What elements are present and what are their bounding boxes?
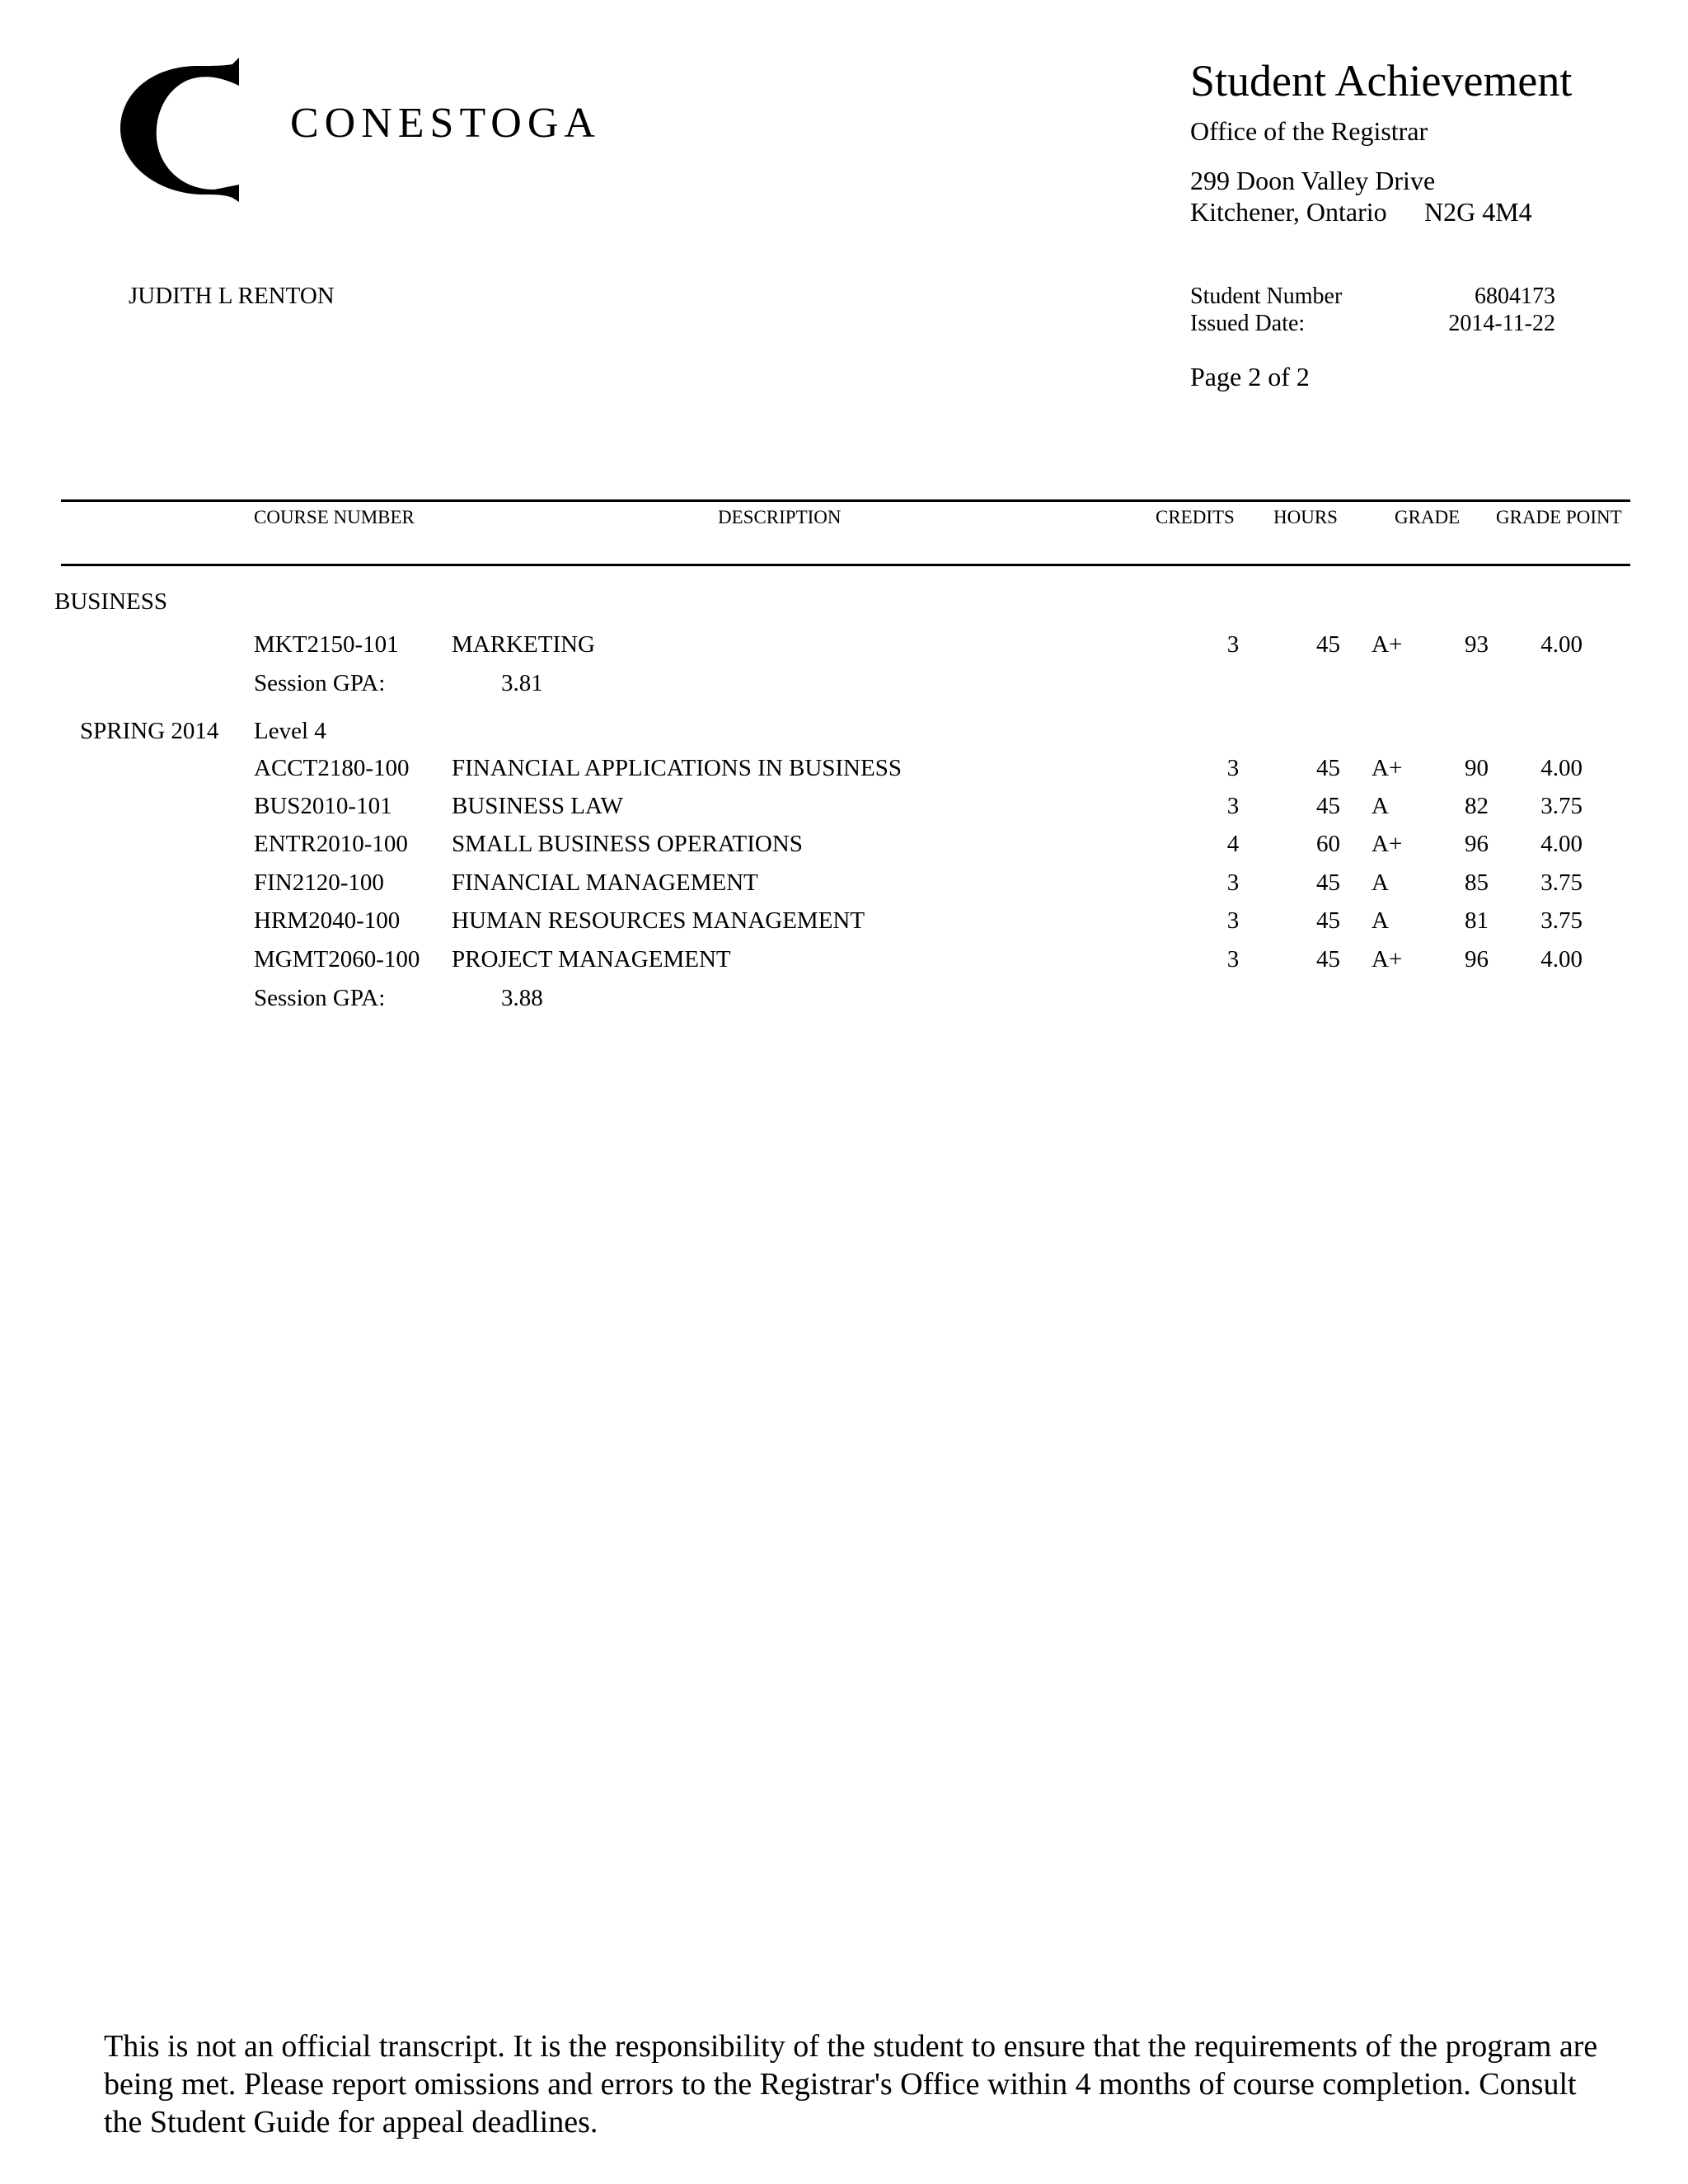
course-grade: A+ bbox=[1372, 755, 1403, 781]
column-header-grade: GRADE bbox=[1395, 507, 1461, 527]
course-hours: 45 bbox=[1316, 946, 1340, 972]
issued-date-label: Issued Date: bbox=[1190, 311, 1306, 336]
column-header-hours: HOURS bbox=[1273, 507, 1338, 527]
column-header-credits: CREDITS bbox=[1156, 507, 1235, 527]
course-code: BUS2010-101 bbox=[254, 793, 392, 819]
course-code: MKT2150-101 bbox=[254, 631, 399, 658]
course-code: FIN2120-100 bbox=[254, 869, 384, 896]
course-code: HRM2040-100 bbox=[254, 907, 401, 934]
course-credits: 3 bbox=[1226, 869, 1240, 896]
office-name: Office of the Registrar bbox=[1190, 116, 1428, 146]
column-header-description: DESCRIPTION bbox=[718, 507, 842, 527]
session-gpa-value: 3.88 bbox=[501, 985, 543, 1011]
course-description: SMALL BUSINESS OPERATIONS bbox=[452, 831, 803, 857]
document-title: Student Achievement bbox=[1190, 56, 1573, 105]
course-description: BUSINESS LAW bbox=[452, 793, 623, 819]
course-grade: A+ bbox=[1372, 831, 1403, 857]
session-gpa-label: Session GPA: bbox=[254, 670, 386, 696]
course-credits: 4 bbox=[1226, 831, 1240, 857]
course-credits: 3 bbox=[1226, 946, 1240, 972]
student-number-label: Student Number bbox=[1190, 284, 1343, 309]
course-description: FINANCIAL APPLICATIONS IN BUSINESS bbox=[452, 755, 902, 781]
column-header-grade-point: GRADE POINT bbox=[1496, 507, 1622, 527]
course-grade: A bbox=[1372, 907, 1389, 934]
postal-code: N2G 4M4 bbox=[1424, 197, 1532, 227]
course-percent: 82 bbox=[1465, 793, 1489, 819]
course-description: HUMAN RESOURCES MANAGEMENT bbox=[452, 907, 865, 934]
table-header-top-rule bbox=[61, 499, 1630, 502]
course-grade-point: 4.00 bbox=[1540, 631, 1582, 658]
course-credits: 3 bbox=[1226, 755, 1240, 781]
course-grade-point: 4.00 bbox=[1540, 755, 1582, 781]
course-hours: 45 bbox=[1316, 631, 1340, 658]
course-grade: A bbox=[1372, 869, 1389, 896]
session-gpa-value: 3.81 bbox=[501, 670, 543, 696]
course-credits: 3 bbox=[1226, 793, 1240, 819]
issued-date-value: 2014-11-22 bbox=[1448, 311, 1555, 336]
course-percent: 96 bbox=[1465, 831, 1489, 857]
student-number-value: 6804173 bbox=[1475, 284, 1555, 309]
course-hours: 45 bbox=[1316, 755, 1340, 781]
student-name: JUDITH L RENTON bbox=[129, 283, 335, 309]
course-code: MGMT2060-100 bbox=[254, 946, 420, 972]
conestoga-c-logo-icon bbox=[115, 58, 256, 202]
course-hours: 45 bbox=[1316, 793, 1340, 819]
course-hours: 45 bbox=[1316, 907, 1340, 934]
course-grade: A+ bbox=[1372, 946, 1403, 972]
term-label: SPRING 2014 bbox=[80, 718, 219, 744]
page-indicator: Page 2 of 2 bbox=[1190, 362, 1310, 391]
course-grade-point: 4.00 bbox=[1540, 831, 1582, 857]
course-code: ACCT2180-100 bbox=[254, 755, 410, 781]
course-percent: 96 bbox=[1465, 946, 1489, 972]
course-grade-point: 3.75 bbox=[1540, 907, 1582, 934]
course-code: ENTR2010-100 bbox=[254, 831, 408, 857]
program-name: BUSINESS bbox=[54, 588, 167, 615]
disclaimer-text: This is not an official transcript. It is the responsibility of the student to ensure that the requirements of the program are being met. Please report omissions and errors to the Registrar's Office within 4 months of course completion. Consult the Student Guide for appeal deadlines. bbox=[104, 2029, 1598, 2139]
course-hours: 60 bbox=[1316, 831, 1340, 857]
course-description: PROJECT MANAGEMENT bbox=[452, 946, 731, 972]
course-grade-point: 3.75 bbox=[1540, 793, 1582, 819]
course-percent: 90 bbox=[1465, 755, 1489, 781]
course-credits: 3 bbox=[1226, 631, 1240, 658]
course-credits: 3 bbox=[1226, 907, 1240, 934]
logo-wordmark: CONESTOGA bbox=[290, 100, 601, 147]
column-header-course-number: COURSE NUMBER bbox=[254, 507, 415, 527]
course-grade: A+ bbox=[1372, 631, 1403, 658]
course-description: FINANCIAL MANAGEMENT bbox=[452, 869, 758, 896]
address-line-1: 299 Doon Valley Drive bbox=[1190, 166, 1436, 195]
level-label: Level 4 bbox=[254, 718, 326, 744]
course-hours: 45 bbox=[1316, 869, 1340, 896]
session-gpa-label: Session GPA: bbox=[254, 985, 386, 1011]
course-grade-point: 4.00 bbox=[1540, 946, 1582, 972]
course-percent: 85 bbox=[1465, 869, 1489, 896]
table-header-bottom-rule bbox=[61, 564, 1630, 566]
course-grade-point: 3.75 bbox=[1540, 869, 1582, 896]
address-line-2: Kitchener, Ontario bbox=[1190, 197, 1387, 227]
course-description: MARKETING bbox=[452, 631, 595, 658]
course-grade: A bbox=[1372, 793, 1389, 819]
course-percent: 93 bbox=[1465, 631, 1489, 658]
course-percent: 81 bbox=[1465, 907, 1489, 934]
